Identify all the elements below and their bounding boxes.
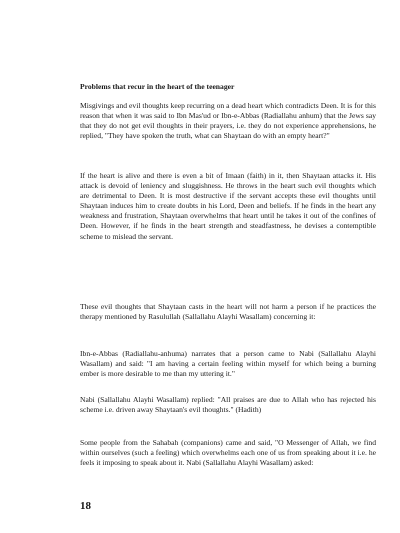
paragraph-sahabah: Some people from the Sahabah (companions) came and said, "O Messenger of Allah, we find within ourselves (such a feeling) which overwhelms each one of us from speaking about it i.e. he feels it imposing to speak about it. Nabi (Sallallahu Alayhi Wasallam) asked: xyxy=(80,438,376,468)
section-heading: Problems that recur in the heart of the teenager xyxy=(80,82,235,91)
paragraph-reply: Nabi (Sallallahu Alayhi Wasallam) replied: "All praises are due to Allah who has rejected his scheme i.e. driven away Shaytaan's evil thoughts." (Hadith) xyxy=(80,395,376,415)
paragraph-dead-heart: Misgivings and evil thoughts keep recurring on a dead heart which contradicts Deen. It is for this reason that when it was said to Ibn Mas'ud or Ibn-e-Abbas (Radiallahu anhum) that the Jews say that they do not get evil thoughts in their prayers, i.e. they do not experience apprehensions, he replied, "They have spoken the truth, what can Shaytaan do with an empty heart?" xyxy=(80,101,376,141)
paragraph-living-heart: If the heart is alive and there is even a bit of Imaan (faith) in it, then Shaytaan attacks it. His attack is devoid of leniency and sluggishness. He throws in the heart such evil thoughts which are detrimental to Deen. It is most destructive if the servant accepts these evil thoughts until Shaytaan induces him to create doubts in his Lord, Deen and beliefs. If he finds in the heart any weakness and frustration, Shaytaan overwhelms that heart until he takes it out of the confines of Deen. However, if he finds in the heart strength and steadfastness, he devises a contemptible scheme to mislead the servant. xyxy=(80,171,376,241)
page-number: 18 xyxy=(80,500,91,512)
paragraph-therapy: These evil thoughts that Shaytaan casts in the heart will not harm a person if he practices the therapy mentioned by Rasulullah (Sallallahu Alayhi Wasallam) concerning it: xyxy=(80,302,376,322)
paragraph-narration: Ibn-e-Abbas (Radiallahu-anhuma) narrates that a person came to Nabi (Sallallahu Alayhi Wasallam) and said: "I am having a certain feeling within myself for which being a burning ember is more desirable to me than my uttering it." xyxy=(80,349,376,379)
